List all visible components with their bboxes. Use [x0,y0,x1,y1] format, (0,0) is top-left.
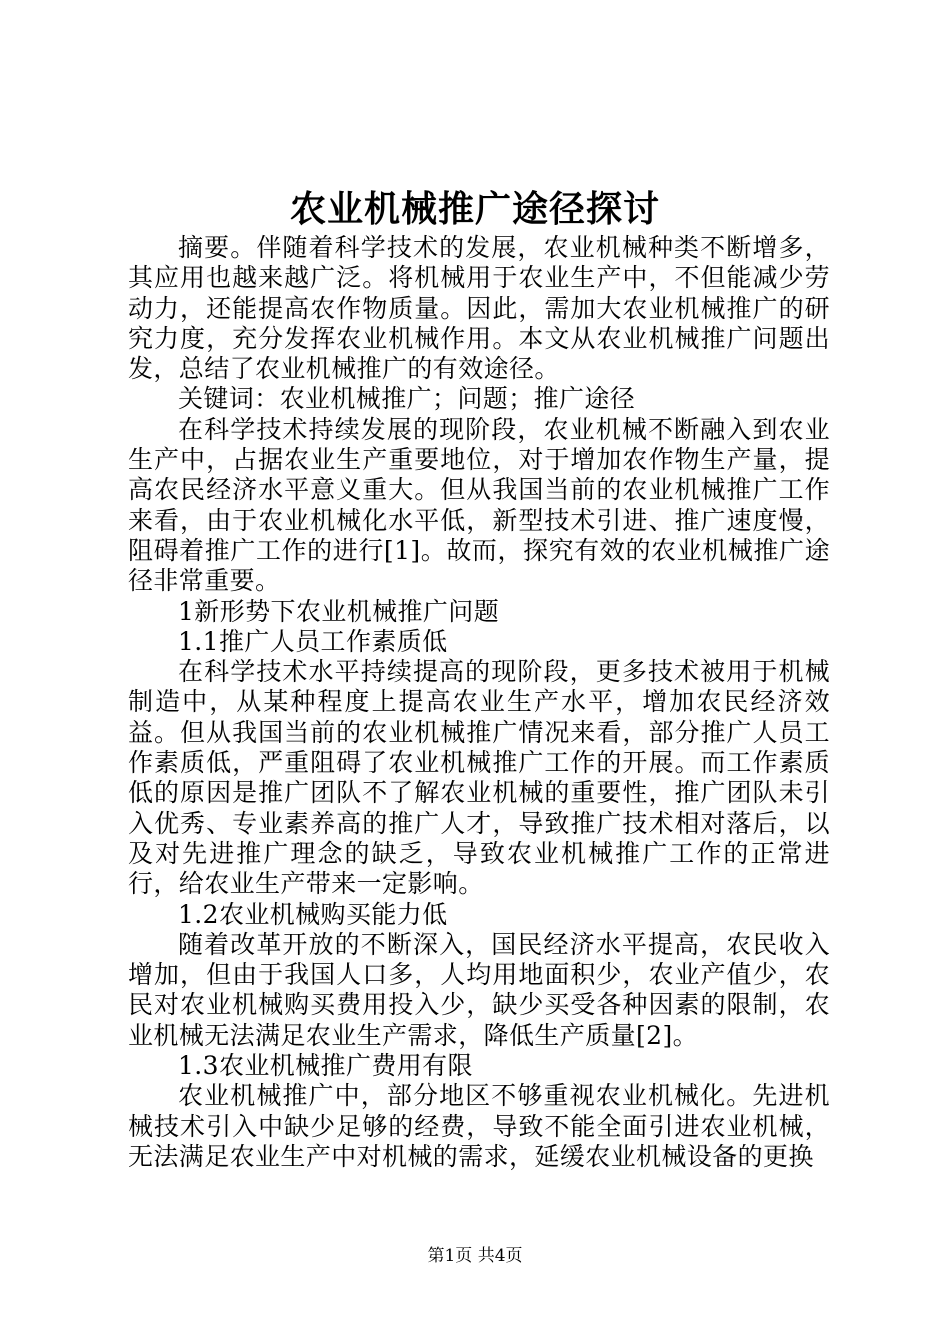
document-body [128,233,830,1172]
section-1-3-paragraph: 农业机械推广中，部分地区不够重视农业机械化。先进机械技术引入中缺少足够的经费，导致不能全面引进农业机械，无法满足农业生产中对机械的需求，延缓农业机械设备的更换 [128,1081,830,1171]
page-footer: 第1页 共4页 [427,1246,523,1266]
abstract-paragraph: 摘要。伴随着科学技术的发展，农业机械种类不断增多，其应用也越来越广泛。将机械用于农业生产中，不但能减少劳动力，还能提高农作物质量。因此，需加大农业机械推广的研究力度，充分发挥农业机械作用。本文从农业机械推广问题出发，总结了农业机械推广的有效途径。 [128,233,830,384]
section-1-1-paragraph: 在科学技术水平持续提高的现阶段，更多技术被用于机械制造中，从某种程度上提高农业生产水平，增加农民经济效益。但从我国当前的农业机械推广情况来看，部分推广人员工作素质低，严重阻碍了农业机械推广工作的开展。而工作素质低的原因是推广团队不了解农业机械的重要性，推广团队未引入优秀、专业素养高的推广人才，导致推广技术相对落后，以及对先进推广理念的缺乏，导致农业机械推广工作的正常进行，给农业生产带来一定影响。 [128,657,830,899]
section-1-1-heading: 1.1推广人员工作素质低 [178,626,448,656]
keywords-line: 关键词：农业机械推广；问题；推广途径 [178,384,636,414]
intro-paragraph: 在科学技术持续发展的现阶段，农业机械不断融入到农业生产中，占据农业生产重要地位，对于增加农作物生产量，提高农民经济水平意义重大。但从我国当前的农业机械推广工作来看，由于农业机械化水平低，新型技术引进、推广速度慢，阻碍着推广工作的进行[1]。故而，探究有效的农业机械推广途径非常重要。 [128,414,830,596]
section-1-2-heading: 1.2农业机械购买能力低 [178,899,448,929]
section-1-heading: 1新形势下农业机械推广问题 [178,596,500,626]
document-title: 农业机械推广途径探讨 [289,188,660,230]
section-1-3-heading: 1.3农业机械推广费用有限 [178,1051,473,1081]
section-1-2-paragraph: 随着改革开放的不断深入，国民经济水平提高，农民收入增加，但由于我国人口多，人均用地面积少，农业产值少，农民对农业机械购买费用投入少，缺少买受各种因素的限制，农业机械无法满足农业生产需求，降低生产质量[2]。 [128,929,830,1050]
